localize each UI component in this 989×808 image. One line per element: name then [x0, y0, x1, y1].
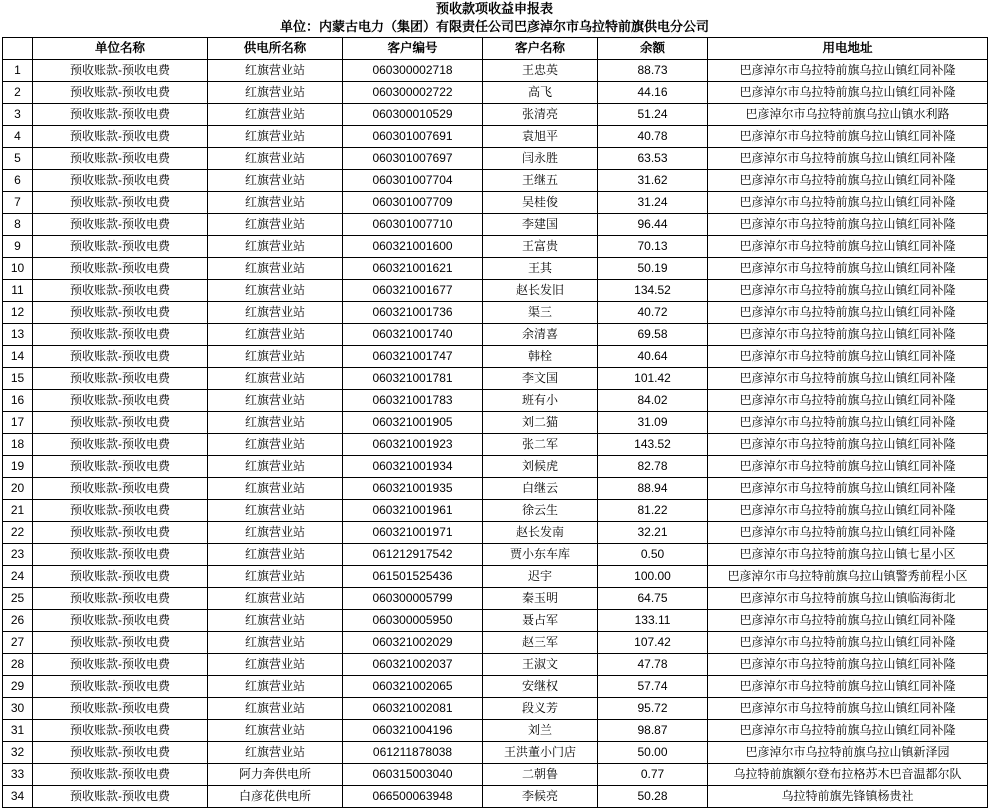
cell-balance: 64.75	[598, 588, 708, 610]
cell-customer-name: 王洪董小门店	[483, 742, 598, 764]
cell-customer-number: 060315003040	[343, 764, 483, 786]
cell-address: 巴彦淖尔市乌拉特前旗乌拉山镇红同补隆	[708, 82, 988, 104]
table-row	[3, 544, 988, 566]
cell-index: 26	[3, 610, 33, 632]
cell-customer-name: 王其	[483, 258, 598, 280]
cell-customer-number: 060321001677	[343, 280, 483, 302]
cell-balance: 100.00	[598, 566, 708, 588]
table-row	[3, 610, 988, 632]
cell-address: 巴彦淖尔市乌拉特前旗乌拉山镇红同补隆	[708, 456, 988, 478]
cell-office-name: 红旗营业站	[208, 500, 343, 522]
cell-index: 13	[3, 324, 33, 346]
cell-customer-name: 贾小东车库	[483, 544, 598, 566]
cell-office-name: 红旗营业站	[208, 324, 343, 346]
cell-customer-name: 李文国	[483, 368, 598, 390]
cell-balance: 57.74	[598, 676, 708, 698]
cell-index: 21	[3, 500, 33, 522]
table-row	[3, 126, 988, 148]
cell-customer-number: 060301007710	[343, 214, 483, 236]
cell-customer-number: 060300002718	[343, 60, 483, 82]
cell-office-name: 红旗营业站	[208, 258, 343, 280]
cell-index: 5	[3, 148, 33, 170]
column-header-customer-name: 客户名称	[483, 38, 598, 60]
cell-office-name: 红旗营业站	[208, 544, 343, 566]
cell-customer-name: 闫永胜	[483, 148, 598, 170]
cell-customer-name: 段义芳	[483, 698, 598, 720]
table-row	[3, 346, 988, 368]
cell-office-name: 红旗营业站	[208, 698, 343, 720]
cell-unit-name: 预收账款-预收电费	[33, 324, 208, 346]
cell-customer-name: 袁旭平	[483, 126, 598, 148]
cell-balance: 96.44	[598, 214, 708, 236]
cell-customer-name: 李建国	[483, 214, 598, 236]
cell-address: 巴彦淖尔市乌拉特前旗乌拉山镇红同补隆	[708, 434, 988, 456]
cell-customer-number: 060321001783	[343, 390, 483, 412]
cell-unit-name: 预收账款-预收电费	[33, 302, 208, 324]
cell-address: 巴彦淖尔市乌拉特前旗乌拉山镇红同补隆	[708, 60, 988, 82]
cell-index: 18	[3, 434, 33, 456]
cell-unit-name: 预收账款-预收电费	[33, 60, 208, 82]
cell-unit-name: 预收账款-预收电费	[33, 720, 208, 742]
cell-office-name: 红旗营业站	[208, 588, 343, 610]
cell-unit-name: 预收账款-预收电费	[33, 786, 208, 808]
table-row	[3, 764, 988, 786]
cell-office-name: 红旗营业站	[208, 522, 343, 544]
cell-office-name: 阿力奔供电所	[208, 764, 343, 786]
column-header-index	[3, 38, 33, 60]
cell-unit-name: 预收账款-预收电费	[33, 500, 208, 522]
cell-address: 巴彦淖尔市乌拉特前旗乌拉山镇红同补隆	[708, 676, 988, 698]
column-header-office-name: 供电所名称	[208, 38, 343, 60]
cell-unit-name: 预收账款-预收电费	[33, 698, 208, 720]
page-subtitle: 单位：内蒙古电力（集团）有限责任公司巴彦淖尔市乌拉特前旗供电分公司	[279, 19, 709, 34]
cell-customer-number: 060321001621	[343, 258, 483, 280]
cell-customer-name: 聂占军	[483, 610, 598, 632]
cell-unit-name: 预收账款-预收电费	[33, 742, 208, 764]
cell-balance: 70.13	[598, 236, 708, 258]
cell-index: 14	[3, 346, 33, 368]
cell-unit-name: 预收账款-预收电费	[33, 148, 208, 170]
cell-address: 乌拉特前旗先锋镇杨贵社	[708, 786, 988, 808]
column-header-address: 用电地址	[708, 38, 988, 60]
table-body	[3, 60, 988, 808]
cell-customer-number: 060301007697	[343, 148, 483, 170]
cell-index: 2	[3, 82, 33, 104]
cell-customer-name: 赵长发旧	[483, 280, 598, 302]
cell-balance: 0.50	[598, 544, 708, 566]
cell-customer-name: 王继五	[483, 170, 598, 192]
cell-balance: 51.24	[598, 104, 708, 126]
cell-customer-number: 060300002722	[343, 82, 483, 104]
cell-address: 巴彦淖尔市乌拉特前旗乌拉山镇红同补隆	[708, 698, 988, 720]
cell-office-name: 红旗营业站	[208, 434, 343, 456]
table-row	[3, 258, 988, 280]
cell-customer-number: 060321002065	[343, 676, 483, 698]
cell-address: 巴彦淖尔市乌拉特前旗乌拉山镇红同补隆	[708, 390, 988, 412]
table-row	[3, 170, 988, 192]
cell-customer-name: 王富贵	[483, 236, 598, 258]
cell-index: 25	[3, 588, 33, 610]
cell-index: 27	[3, 632, 33, 654]
cell-customer-number: 060321001747	[343, 346, 483, 368]
table-row	[3, 654, 988, 676]
cell-index: 6	[3, 170, 33, 192]
cell-index: 30	[3, 698, 33, 720]
column-header-unit-name: 单位名称	[33, 38, 208, 60]
cell-balance: 40.78	[598, 126, 708, 148]
cell-address: 巴彦淖尔市乌拉特前旗乌拉山镇红同补隆	[708, 478, 988, 500]
cell-address: 巴彦淖尔市乌拉特前旗乌拉山镇红同补隆	[708, 126, 988, 148]
cell-customer-number: 060321001905	[343, 412, 483, 434]
cell-address: 巴彦淖尔市乌拉特前旗乌拉山镇红同补隆	[708, 654, 988, 676]
table-row	[3, 500, 988, 522]
cell-unit-name: 预收账款-预收电费	[33, 390, 208, 412]
cell-address: 巴彦淖尔市乌拉特前旗乌拉山镇红同补隆	[708, 632, 988, 654]
cell-office-name: 红旗营业站	[208, 280, 343, 302]
cell-index: 17	[3, 412, 33, 434]
cell-unit-name: 预收账款-预收电费	[33, 478, 208, 500]
cell-office-name: 红旗营业站	[208, 236, 343, 258]
cell-customer-name: 余清喜	[483, 324, 598, 346]
cell-office-name: 红旗营业站	[208, 478, 343, 500]
cell-customer-number: 060300005950	[343, 610, 483, 632]
cell-balance: 0.77	[598, 764, 708, 786]
cell-address: 巴彦淖尔市乌拉特前旗乌拉山镇红同补隆	[708, 368, 988, 390]
cell-address: 巴彦淖尔市乌拉特前旗乌拉山镇红同补隆	[708, 522, 988, 544]
cell-customer-name: 高飞	[483, 82, 598, 104]
cell-office-name: 红旗营业站	[208, 412, 343, 434]
cell-office-name: 红旗营业站	[208, 302, 343, 324]
table-row	[3, 786, 988, 808]
cell-address: 巴彦淖尔市乌拉特前旗乌拉山镇红同补隆	[708, 720, 988, 742]
cell-index: 20	[3, 478, 33, 500]
cell-balance: 50.19	[598, 258, 708, 280]
table-row	[3, 412, 988, 434]
cell-customer-number: 060321001781	[343, 368, 483, 390]
table-row	[3, 60, 988, 82]
cell-office-name: 红旗营业站	[208, 610, 343, 632]
cell-unit-name: 预收账款-预收电费	[33, 654, 208, 676]
cell-customer-number: 060321001600	[343, 236, 483, 258]
cell-address: 乌拉特前旗额尔登布拉格苏木巴音温都尔队	[708, 764, 988, 786]
table-row	[3, 566, 988, 588]
cell-office-name: 红旗营业站	[208, 654, 343, 676]
cell-customer-number: 060321002081	[343, 698, 483, 720]
table-row	[3, 214, 988, 236]
cell-balance: 98.87	[598, 720, 708, 742]
cell-index: 3	[3, 104, 33, 126]
cell-unit-name: 预收账款-预收电费	[33, 126, 208, 148]
cell-customer-number: 060321001923	[343, 434, 483, 456]
cell-office-name: 红旗营业站	[208, 720, 343, 742]
cell-index: 34	[3, 786, 33, 808]
cell-address: 巴彦淖尔市乌拉特前旗乌拉山镇红同补隆	[708, 214, 988, 236]
cell-balance: 31.62	[598, 170, 708, 192]
cell-office-name: 红旗营业站	[208, 676, 343, 698]
cell-office-name: 红旗营业站	[208, 60, 343, 82]
cell-unit-name: 预收账款-预收电费	[33, 346, 208, 368]
table-row	[3, 742, 988, 764]
cell-balance: 31.09	[598, 412, 708, 434]
cell-index: 4	[3, 126, 33, 148]
cell-office-name: 红旗营业站	[208, 456, 343, 478]
page-title: 预收款项收益申报表	[435, 1, 553, 16]
cell-unit-name: 预收账款-预收电费	[33, 192, 208, 214]
cell-customer-number: 060321002029	[343, 632, 483, 654]
cell-unit-name: 预收账款-预收电费	[33, 610, 208, 632]
cell-index: 24	[3, 566, 33, 588]
table-row	[3, 632, 988, 654]
cell-balance: 32.21	[598, 522, 708, 544]
cell-unit-name: 预收账款-预收电费	[33, 82, 208, 104]
cell-office-name: 白彦花供电所	[208, 786, 343, 808]
cell-customer-name: 韩栓	[483, 346, 598, 368]
cell-index: 31	[3, 720, 33, 742]
cell-balance: 133.11	[598, 610, 708, 632]
cell-index: 10	[3, 258, 33, 280]
cell-customer-number: 060321002037	[343, 654, 483, 676]
cell-unit-name: 预收账款-预收电费	[33, 522, 208, 544]
table-row	[3, 236, 988, 258]
cell-unit-name: 预收账款-预收电费	[33, 170, 208, 192]
cell-customer-number: 060301007691	[343, 126, 483, 148]
table-row	[3, 324, 988, 346]
cell-balance: 50.28	[598, 786, 708, 808]
cell-customer-name: 刘二猫	[483, 412, 598, 434]
cell-unit-name: 预收账款-预收电费	[33, 258, 208, 280]
cell-office-name: 红旗营业站	[208, 346, 343, 368]
cell-unit-name: 预收账款-预收电费	[33, 588, 208, 610]
cell-customer-number: 060321001740	[343, 324, 483, 346]
cell-customer-name: 渠三	[483, 302, 598, 324]
cell-balance: 69.58	[598, 324, 708, 346]
column-header-balance: 余额	[598, 38, 708, 60]
table-row	[3, 104, 988, 126]
table-row	[3, 368, 988, 390]
cell-unit-name: 预收账款-预收电费	[33, 412, 208, 434]
cell-customer-number: 066500063948	[343, 786, 483, 808]
cell-balance: 134.52	[598, 280, 708, 302]
cell-office-name: 红旗营业站	[208, 104, 343, 126]
cell-customer-name: 班有小	[483, 390, 598, 412]
cell-address: 巴彦淖尔市乌拉特前旗乌拉山镇红同补隆	[708, 258, 988, 280]
table-row	[3, 676, 988, 698]
cell-balance: 88.94	[598, 478, 708, 500]
cell-balance: 88.73	[598, 60, 708, 82]
cell-customer-name: 安继权	[483, 676, 598, 698]
cell-index: 8	[3, 214, 33, 236]
cell-balance: 31.24	[598, 192, 708, 214]
cell-office-name: 红旗营业站	[208, 192, 343, 214]
cell-address: 巴彦淖尔市乌拉特前旗乌拉山镇红同补隆	[708, 236, 988, 258]
cell-office-name: 红旗营业站	[208, 82, 343, 104]
cell-address: 巴彦淖尔市乌拉特前旗乌拉山镇红同补隆	[708, 346, 988, 368]
cell-address: 巴彦淖尔市乌拉特前旗乌拉山镇水利路	[708, 104, 988, 126]
cell-balance: 40.64	[598, 346, 708, 368]
cell-balance: 44.16	[598, 82, 708, 104]
cell-unit-name: 预收账款-预收电费	[33, 214, 208, 236]
cell-index: 11	[3, 280, 33, 302]
cell-office-name: 红旗营业站	[208, 566, 343, 588]
cell-customer-number: 060301007704	[343, 170, 483, 192]
cell-index: 32	[3, 742, 33, 764]
cell-office-name: 红旗营业站	[208, 126, 343, 148]
cell-unit-name: 预收账款-预收电费	[33, 632, 208, 654]
cell-customer-name: 吴桂俊	[483, 192, 598, 214]
cell-index: 29	[3, 676, 33, 698]
cell-customer-number: 060300005799	[343, 588, 483, 610]
cell-customer-name: 张清亮	[483, 104, 598, 126]
cell-customer-name: 徐云生	[483, 500, 598, 522]
cell-office-name: 红旗营业站	[208, 368, 343, 390]
cell-balance: 143.52	[598, 434, 708, 456]
cell-customer-name: 赵长发南	[483, 522, 598, 544]
cell-balance: 107.42	[598, 632, 708, 654]
cell-address: 巴彦淖尔市乌拉特前旗乌拉山镇红同补隆	[708, 280, 988, 302]
cell-index: 7	[3, 192, 33, 214]
cell-balance: 50.00	[598, 742, 708, 764]
cell-index: 33	[3, 764, 33, 786]
cell-address: 巴彦淖尔市乌拉特前旗乌拉山镇新泽园	[708, 742, 988, 764]
cell-index: 1	[3, 60, 33, 82]
table-row	[3, 720, 988, 742]
cell-office-name: 红旗营业站	[208, 742, 343, 764]
cell-balance: 101.42	[598, 368, 708, 390]
cell-balance: 82.78	[598, 456, 708, 478]
cell-index: 15	[3, 368, 33, 390]
table-row	[3, 478, 988, 500]
cell-customer-number: 060321001935	[343, 478, 483, 500]
cell-balance: 40.72	[598, 302, 708, 324]
cell-customer-name: 二朝鲁	[483, 764, 598, 786]
cell-index: 22	[3, 522, 33, 544]
table-row	[3, 192, 988, 214]
cell-unit-name: 预收账款-预收电费	[33, 368, 208, 390]
cell-address: 巴彦淖尔市乌拉特前旗乌拉山镇红同补隆	[708, 148, 988, 170]
cell-unit-name: 预收账款-预收电费	[33, 456, 208, 478]
cell-unit-name: 预收账款-预收电费	[33, 676, 208, 698]
cell-unit-name: 预收账款-预收电费	[33, 566, 208, 588]
cell-customer-name: 刘兰	[483, 720, 598, 742]
table-row	[3, 522, 988, 544]
table-row	[3, 698, 988, 720]
cell-customer-number: 060321001736	[343, 302, 483, 324]
cell-index: 9	[3, 236, 33, 258]
cell-customer-number: 060321004196	[343, 720, 483, 742]
table-header	[3, 38, 988, 60]
cell-customer-name: 迟宇	[483, 566, 598, 588]
cell-address: 巴彦淖尔市乌拉特前旗乌拉山镇红同补隆	[708, 610, 988, 632]
cell-unit-name: 预收账款-预收电费	[33, 236, 208, 258]
cell-address: 巴彦淖尔市乌拉特前旗乌拉山镇红同补隆	[708, 324, 988, 346]
table-row	[3, 302, 988, 324]
cell-customer-number: 060321001934	[343, 456, 483, 478]
data-table	[2, 37, 988, 808]
cell-customer-number: 061211878038	[343, 742, 483, 764]
cell-index: 23	[3, 544, 33, 566]
cell-unit-name: 预收账款-预收电费	[33, 544, 208, 566]
cell-address: 巴彦淖尔市乌拉特前旗乌拉山镇红同补隆	[708, 412, 988, 434]
cell-address: 巴彦淖尔市乌拉特前旗乌拉山镇红同补隆	[708, 170, 988, 192]
cell-index: 16	[3, 390, 33, 412]
cell-address: 巴彦淖尔市乌拉特前旗乌拉山镇临海街北	[708, 588, 988, 610]
cell-unit-name: 预收账款-预收电费	[33, 104, 208, 126]
cell-customer-name: 白继云	[483, 478, 598, 500]
cell-balance: 95.72	[598, 698, 708, 720]
cell-customer-name: 秦玉明	[483, 588, 598, 610]
cell-office-name: 红旗营业站	[208, 170, 343, 192]
cell-customer-number: 061212917542	[343, 544, 483, 566]
cell-customer-name: 刘候虎	[483, 456, 598, 478]
cell-customer-number: 060300010529	[343, 104, 483, 126]
table-row	[3, 82, 988, 104]
cell-customer-name: 王忠英	[483, 60, 598, 82]
table-row	[3, 390, 988, 412]
cell-customer-number: 060321001961	[343, 500, 483, 522]
cell-address: 巴彦淖尔市乌拉特前旗乌拉山镇红同补隆	[708, 500, 988, 522]
cell-index: 12	[3, 302, 33, 324]
cell-unit-name: 预收账款-预收电费	[33, 434, 208, 456]
cell-index: 19	[3, 456, 33, 478]
cell-unit-name: 预收账款-预收电费	[33, 764, 208, 786]
table-header-row	[3, 38, 988, 60]
cell-address: 巴彦淖尔市乌拉特前旗乌拉山镇警秀前程小区	[708, 566, 988, 588]
cell-customer-number: 060321001971	[343, 522, 483, 544]
cell-office-name: 红旗营业站	[208, 148, 343, 170]
cell-balance: 81.22	[598, 500, 708, 522]
table-row	[3, 456, 988, 478]
cell-unit-name: 预收账款-预收电费	[33, 280, 208, 302]
cell-office-name: 红旗营业站	[208, 632, 343, 654]
cell-office-name: 红旗营业站	[208, 214, 343, 236]
cell-customer-number: 060301007709	[343, 192, 483, 214]
cell-index: 28	[3, 654, 33, 676]
table-row	[3, 588, 988, 610]
cell-customer-name: 李候亮	[483, 786, 598, 808]
cell-office-name: 红旗营业站	[208, 390, 343, 412]
cell-address: 巴彦淖尔市乌拉特前旗乌拉山镇红同补隆	[708, 192, 988, 214]
cell-customer-name: 张二军	[483, 434, 598, 456]
cell-customer-number: 061501525436	[343, 566, 483, 588]
cell-address: 巴彦淖尔市乌拉特前旗乌拉山镇七星小区	[708, 544, 988, 566]
cell-balance: 47.78	[598, 654, 708, 676]
table-row	[3, 280, 988, 302]
cell-balance: 84.02	[598, 390, 708, 412]
cell-address: 巴彦淖尔市乌拉特前旗乌拉山镇红同补隆	[708, 302, 988, 324]
table-row	[3, 434, 988, 456]
cell-customer-name: 赵三军	[483, 632, 598, 654]
cell-balance: 63.53	[598, 148, 708, 170]
column-header-customer-number: 客户编号	[343, 38, 483, 60]
table-row	[3, 148, 988, 170]
cell-customer-name: 王淑文	[483, 654, 598, 676]
